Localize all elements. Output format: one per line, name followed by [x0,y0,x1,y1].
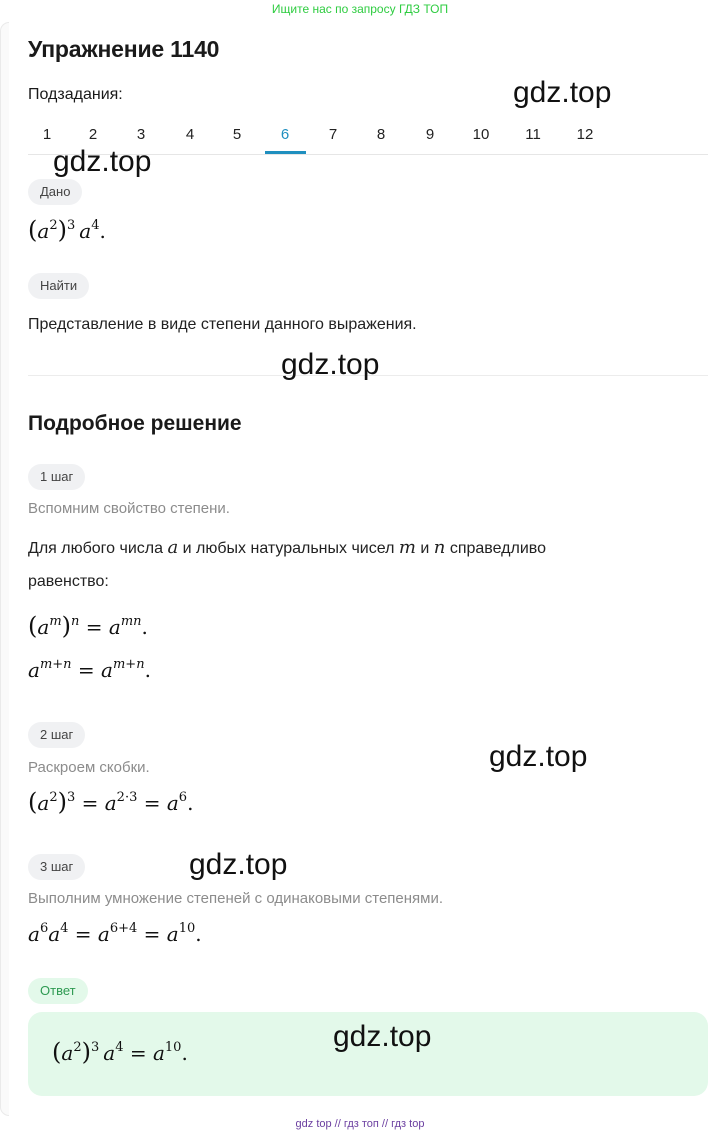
tab-5[interactable]: 5 [232,126,242,143]
step3-expression: $a^6a^4 = a^{6+4} = a^{10}$. [28,921,202,946]
watermark: gdz.top [281,348,380,381]
find-chip: Найти [28,273,89,299]
tab-7[interactable]: 7 [328,126,338,143]
step3-hint: Выполним умножение степеней с одинаковыми степенями. [28,890,444,907]
step1-chip: 1 шаг [28,464,85,490]
tab-6[interactable]: 6 [280,126,290,143]
watermark: gdz.top [53,145,152,178]
tab-10[interactable]: 10 [472,126,490,143]
watermark: gdz.top [189,848,288,881]
power-of-power-rule: $(a^m)^n = a^{mn}$. [28,612,148,640]
watermark: gdz.top [489,740,588,773]
watermark: gdz.top [513,76,612,109]
product-rule: $a^{m+n} = a^{m+n}$. [28,657,151,682]
step2-chip: 2 шаг [28,722,85,748]
footer-links[interactable]: gdz top // гдз топ // гдз top [295,1118,425,1130]
step1-text-b: и любых натуральных чисел [182,540,395,557]
tab-11[interactable]: 11 [525,126,541,143]
step1-text-a: Для любого числа [28,540,164,557]
tab-12[interactable]: 12 [576,126,594,143]
watermark: gdz.top [333,1020,432,1053]
subtasks-label: Подзадания: [28,86,123,103]
step1-text: Для любого числа a и любых натуральных чисел m и n справедливо [28,537,546,558]
step1-text-d: справедливо [449,540,546,557]
tab-2[interactable]: 2 [88,126,98,143]
step1-text-e: равенство: [28,573,109,590]
given-expression: $(a^2)^3$ $a^4$. [28,216,106,244]
tab-3[interactable]: 3 [136,126,146,143]
given-chip: Дано [28,179,82,205]
tab-1[interactable]: 1 [42,126,52,143]
active-tab-indicator [265,151,306,154]
answer-chip: Ответ [28,978,88,1004]
step2-expression: $(a^2)^3 = a^{2\cdot 3} = a^6$. [28,788,194,816]
step2-hint: Раскроем скобки. [28,759,150,776]
tab-9[interactable]: 9 [425,126,435,143]
step3-chip: 3 шаг [28,854,85,880]
page-title: Упражнение 1140 [28,36,220,62]
solution-title: Подробное решение [28,412,242,435]
tab-4[interactable]: 4 [185,126,195,143]
find-text: Представление в виде степени данного выражения. [28,316,417,333]
answer-expression: $(a^2)^3$ $a^4 = a^{10}$. [52,1038,188,1066]
tab-8[interactable]: 8 [376,126,386,143]
step1-hint: Вспомним свойство степени. [28,500,230,517]
card-edge [0,22,9,1116]
step1-text-c: и [420,540,430,557]
top-banner[interactable]: Ищите нас по запросу ГДЗ ТОП [271,2,449,16]
